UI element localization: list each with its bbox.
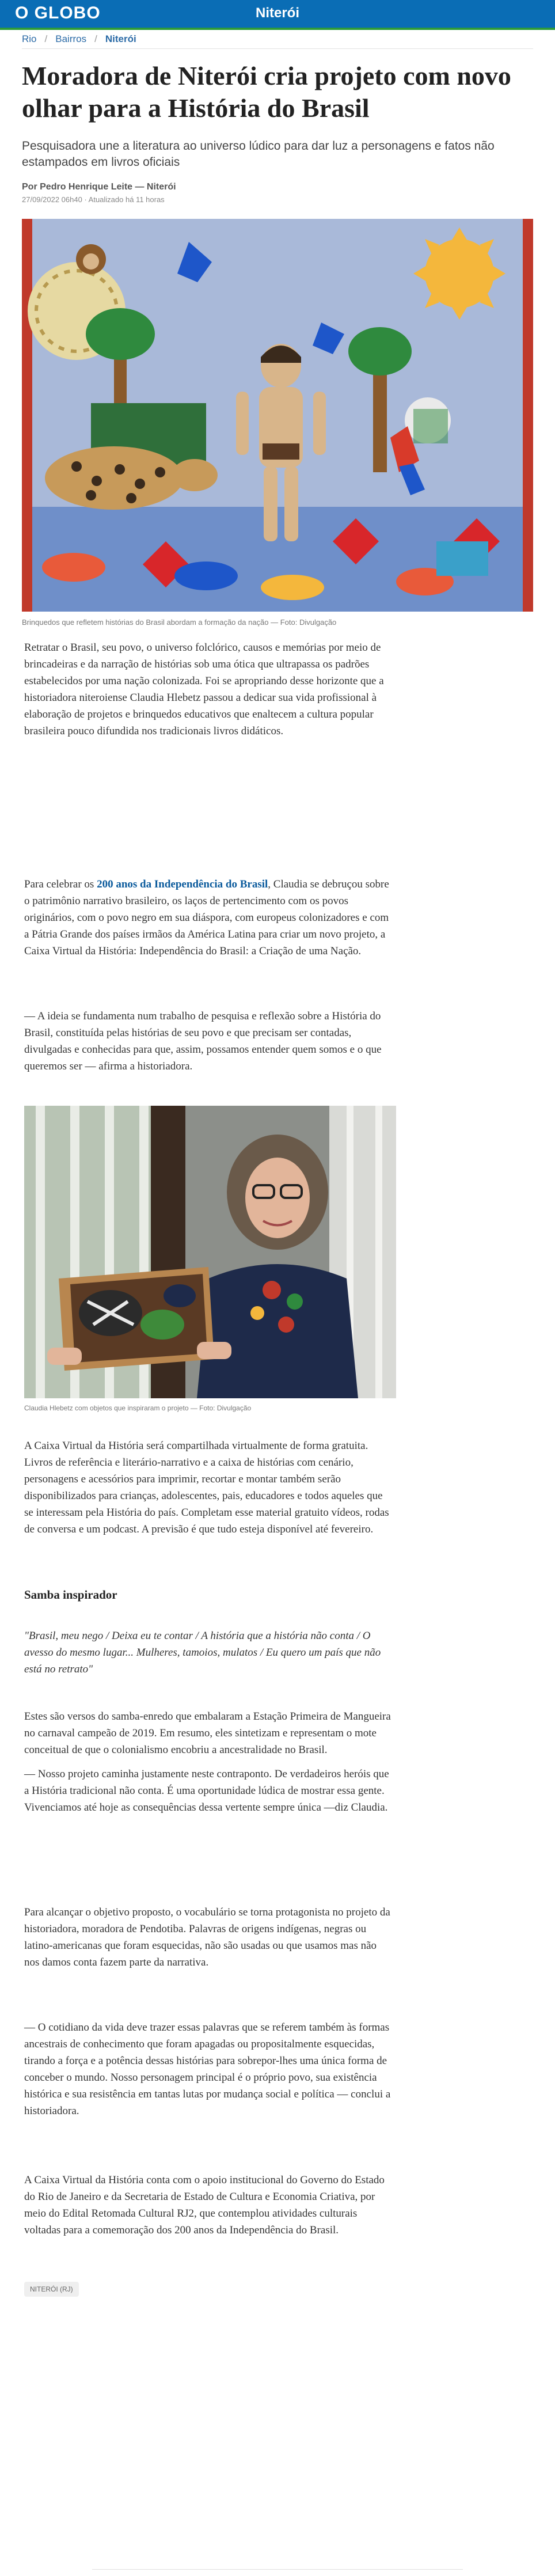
article-photo-claudia: [24, 1106, 396, 1398]
paragraph-3: — A ideia se fundamenta num trabalho de pesquisa e reflexão sobre a História do Brasil, constituída pelas histórias de seu povo e que precisam ser contadas, divulgadas e conhecidas para que, assim, possamos entender quem somos e o que queremos ser — afirma a historiadora.: [24, 1010, 382, 1072]
paragraph-5: Estes são versos do samba-enredo que embalaram a Estação Primeira de Mangueira no carnaval campeão de 2019. Em resumo, eles sintetizam e representam o mote conceitual de que o colonialismo encobriu a ancestralidade no Brasil.: [24, 1710, 391, 1756]
samba-quote: "Brasil, meu nego / Deixa eu te contar / A história que a história não conta / O avesso do mesmo lugar... Mulheres, tamoios, mulatos / Eu quero um país que não está no retrato": [24, 1630, 381, 1675]
header-divider: [22, 48, 533, 49]
breadcrumb-separator: /: [94, 33, 97, 44]
article-title: Moradora de Niterói cria projeto com novo olhar para a História do Brasil: [22, 61, 511, 123]
site-header: [0, 0, 555, 30]
article-photo-toys: [22, 219, 533, 612]
photo-caption-toys: Brinquedos que refletem histórias do Brasil abordam a formação da nação — Foto: Divulgação: [22, 618, 337, 627]
paragraph-4: A Caixa Virtual da História será compartilhada virtualmente de forma gratuita. Livros de referência e literário-narrativo e a caixa de histórias com cenário, personagens e acessórios para imprimir, recortar e montar também serão disponibilizados para crianças, adolescentes, pais, educadores e todos aqueles que se interessam pela História do país. Completam esse material gratuito vídeos, rodas de conversa e um podcast. A previsão é que tudo esteja disponível até fevereiro.: [24, 1440, 389, 1535]
paragraph-2-text-cont: , Claudia se debruçou sobre o patrimônio narrativo brasileiro, os laços de pertencimento com os povos originários, com o povo negro em sua diáspora, com europeus colonizadores e com a Pátria Grande dos países irmãos da América Latina para criar um novo projeto, a Caixa Virtual da História: Independência do Brasil: a Criação de uma Nação.: [24, 878, 389, 957]
paragraph-9: A Caixa Virtual da História conta com o apoio institucional do Governo do Estado do Rio de Janeiro e da Secretaria de Estado de Cultura e Economia Criativa, por meio do Edital Retomada Cultural RJ2, que contemplou atividades culturais voltadas para a comemoração dos 200 anos da Independência do Brasil.: [24, 2174, 385, 2236]
paragraph-6: — Nosso projeto caminha justamente neste contraponto. De verdadeiros heróis que a História tradicional não conta. É uma oportunidade lúdica de mostrar essa gente. Vivenciamos até hoje as consequências dessa vertente sempre única —diz Claudia.: [24, 1768, 389, 1814]
paragraph-2: [24, 876, 393, 959]
paragraph-8: — O cotidiano da vida deve trazer essas palavras que se referem também às formas ancestrais de conhecimento que foram apagadas ou propositalmente esquecidas, tirando a força e a potência dessas histórias para sobrepor-lhes uma única forma de conceber o mundo. Nosso personagem principal é o próprio povo, sua existência histórica e sua resistência em tantas lutas por mudança social e política — conclui a historiadora.: [24, 2021, 391, 2117]
article-byline[interactable]: Por Pedro Henrique Leite — Niterói: [22, 182, 176, 192]
independencia-link[interactable]: 200 anos da Independência do Brasil: [97, 878, 268, 890]
breadcrumb-separator: /: [44, 33, 48, 44]
breadcrumb-rio[interactable]: Rio: [22, 33, 37, 44]
section-title[interactable]: Niterói: [255, 5, 299, 21]
breadcrumb-niteroi[interactable]: Niterói: [105, 33, 136, 44]
globo-logo[interactable]: O GLOBO: [15, 3, 101, 22]
article-subtitle: Pesquisadora une a literatura ao universo lúdico para dar luz a personagens e fatos não estampados em livros oficiais: [22, 139, 495, 169]
paragraph-7: Para alcançar o objetivo proposto, o vocabulário se torna protagonista no projeto da historiadora, moradora de Pendotiba. Palavras de origens indígenas, negras ou latino-americanas que foram esquecidas, não são usadas ou que usamos mas não nos damos conta fazem parte da narrativa.: [24, 1906, 390, 1968]
paragraph-2-text: Para celebrar os: [24, 878, 97, 890]
tag-niteroi[interactable]: NITERÓI (RJ): [24, 2282, 79, 2297]
section-subhead: Samba inspirador: [24, 1588, 117, 1602]
paragraph-1: Retratar o Brasil, seu povo, o universo folclórico, causos e memórias por meio de brincadeiras e da narração de histórias sob uma ótica que ultrapassa os padrões estabelecidos por uma nação colonizada. Foi se apropriando desse horizonte que a historiadora niteroiense Claudia Hlebetz passou a dedicar sua vida profissional à elaboração de projetos e brinquedos educativos que enaltecem a cultura popular brasileira pouco difundida nos tradicionais livros didáticos.: [24, 642, 384, 737]
photo-caption-claudia: Claudia Hlebetz com objetos que inspiraram o projeto — Foto: Divulgação: [24, 1404, 252, 1412]
breadcrumb-bairros[interactable]: Bairros: [55, 33, 87, 44]
article-dateline: 27/09/2022 06h40 · Atualizado há 11 horas: [22, 195, 165, 204]
breadcrumb: [22, 33, 136, 45]
footer-divider: [92, 2569, 463, 2570]
